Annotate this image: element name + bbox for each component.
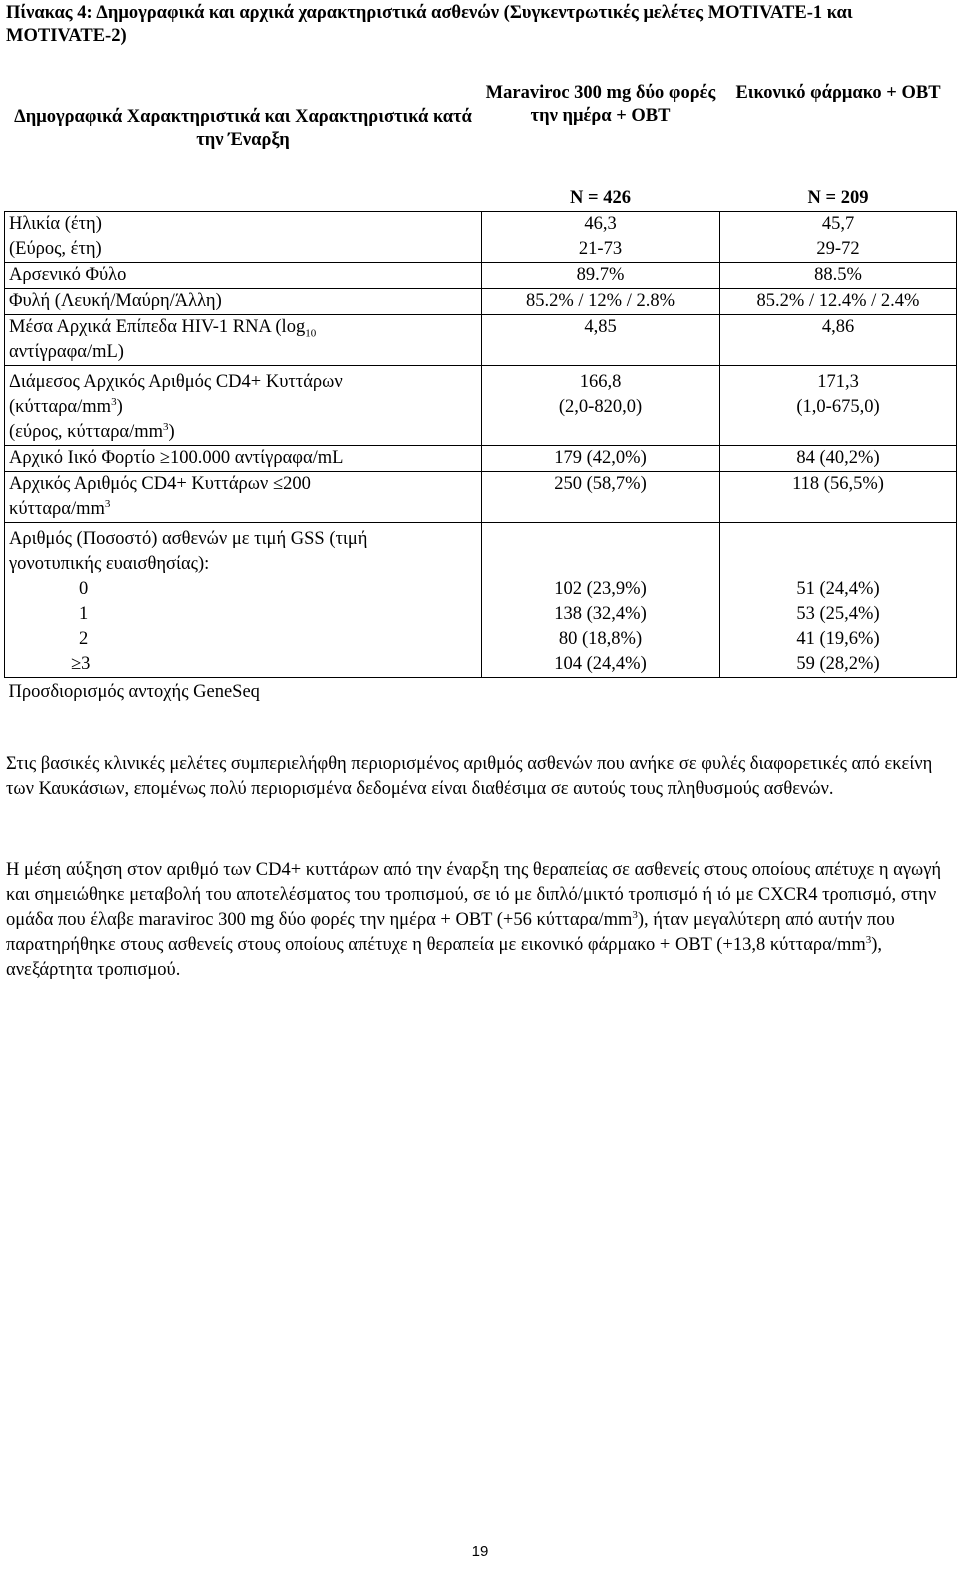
table-row-cd4-median: Διάμεσος Αρχικός Αριθμός CD4+ Κυττάρων $(\kappa ύ\tau\tau\alpha\rho\alpha/mm^3)$ (εύρος, κύτταρα/$mm^3$) 166,8 (2,0-820,0) 171,3 (1,0-675,0) — [5, 366, 957, 446]
paragraph-race-note: Στις βασικές κλινικές μελέτες συμπεριελήφθη περιορισμένος αριθμός ασθενών που ανήκε σε φυλές διαφορετικές από εκείνη των Καυκάσιων, επομένως πολύ περιορισμένα δεδομένα είναι διαθέσιμα σε αυτούς τους πληθυσμούς ασθενών. — [6, 754, 933, 799]
paragraph-cd4-increase: Η μέση αύξηση στον αριθμό των CD4+ κυττάρων από την έναρξη της θεραπείας σε ασθενείς στους οποίους απέτυχε η αγωγή και σημειώθηκε μεταβολή του αποτελέσματος του τροπισμού, σε ιό με διπλό/μικτό τροπισμό ή ιό με CXCR4 τροπισμό, στην ομάδα που έλαβε maraviroc 300 mg δύο φορές την ημέρα + OBT (+56 κύτταρα/$mm^3$), ήταν μεγαλύτερη από αυτήν που παρατηρήθηκε στους ασθενείς στους οποίους απέτυχε η θεραπεία με εικονικό φάρμακο + OBT (+13,8 κύτταρα/$mm^3$), ανεξάρτητα τροπισμού. — [6, 860, 942, 980]
table-caption: Πίνακας 4: Δημογραφικά και αρχικά χαρακτηριστικά ασθενών (Συγκεντρωτικές μελέτες MOTIVATE-1 και MOTIVATE-2) — [6, 3, 853, 46]
page-number: 19 — [471, 1543, 489, 1560]
header-col2: Maraviroc 300 mg δύο φορές την ημέρα + OBT — [485, 83, 716, 126]
table-header-row — [5, 76, 957, 152]
n-maraviroc: N = 426 — [570, 188, 631, 208]
table-row-hiv-rna: Μέσα Αρχικά Επίπεδα HIV-1 RNA ($\log_{10}$ αντίγραφα/mL) 4,85 4,86 — [5, 315, 957, 366]
header-col3: Εικονικό φάρμακο + OBT — [735, 83, 941, 103]
table-row-cd4-low: Αρχικός Αριθμός CD4+ Κυττάρων ≤200 κύτταρα/$mm^3$ 250 (58,7%) 118 (56,5%) — [5, 472, 957, 523]
header-col1: Δημογραφικά Χαρακτηριστικά και Χαρακτηριστικά κατά την Έναρξη — [14, 107, 472, 150]
table-row-male: Αρσενικό Φύλο 89.7% 88.5% — [5, 263, 957, 289]
demographics-table — [4, 76, 957, 705]
table-row-gss: Αριθμός (Ποσοστό) ασθενών με τιμή GSS (τιμή γονοτυπικής ευαισθησίας): 0 1 2 ≥3 102 (23,9%) 138 (32,4%) 80 (18,8%) 104 (24,4%) 51 (24,4%) 53 (25,4%) 41 (19,6%) 59 (28,2%) — [5, 523, 957, 678]
table-row-race: Φυλή (Λευκή/Μαύρη/Άλλη) 85.2% / 12% / 2.8% 85.2% / 12.4% / 2.4% — [5, 289, 957, 315]
n-placebo: N = 209 — [807, 188, 869, 208]
table-footer-row: Προσδιορισμός αντοχής GeneSeq — [8, 682, 260, 702]
table-n-row — [5, 152, 957, 212]
table-row-age: Ηλικία (έτη) (Εύρος, έτη) 46,3 21-73 45,7 29-72 — [5, 212, 957, 263]
table-row-viral-load: Αρχικό Ιικό Φορτίο ≥100.000 αντίγραφα/mL 179 (42,0%) 84 (40,2%) — [5, 446, 957, 472]
